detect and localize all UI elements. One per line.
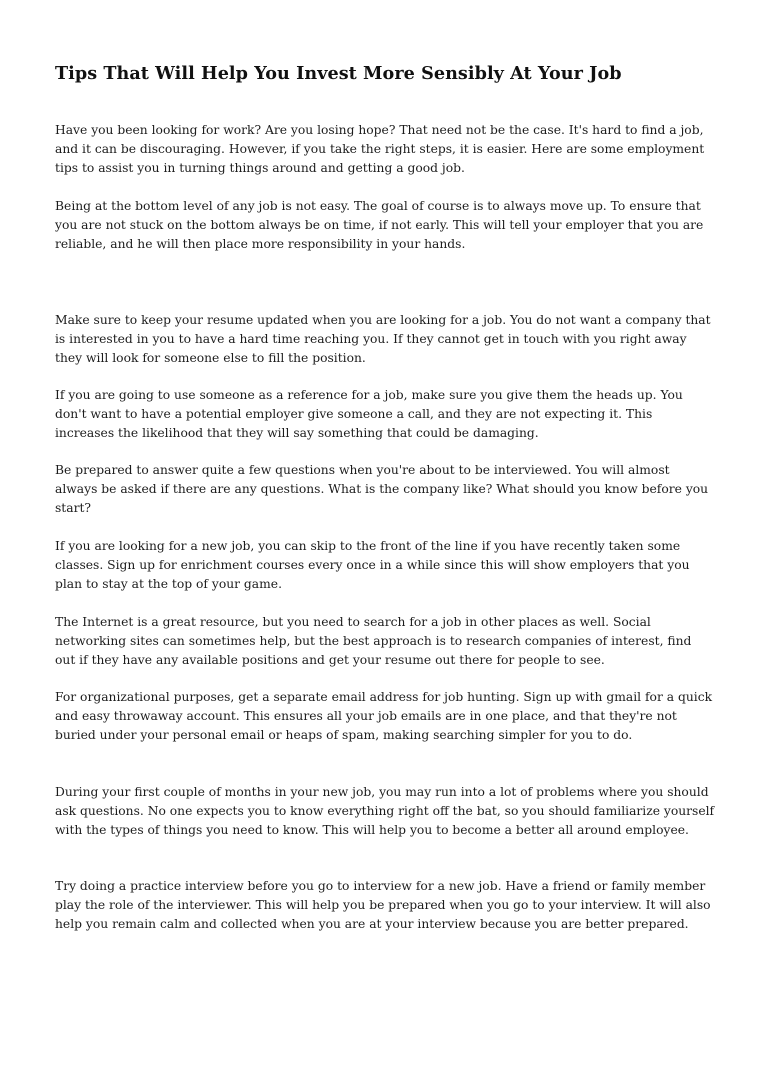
paragraph: Try doing a practice interview before you go to interview for a new job. Have a friend or family member play the role of the interviewer. This will help you be prepared when you go to your interview. It will also help you remain calm and collected when you are at your interview because you are better prepared. — [55, 879, 711, 931]
document-title: Tips That Will Help You Invest More Sensibly At Your Job — [55, 63, 622, 84]
paragraph: Have you been looking for work? Are you losing hope? That need not be the case. It's hard to find a job, and it can be discouraging. However, if you take the right steps, it is easier. Here are some employment tips to assist you in turning things around and getting a good job. — [55, 123, 705, 175]
paragraph: During your first couple of months in your new job, you may run into a lot of problems where you should ask questions. No one expects you to know everything right off the bat, so you should familiarize yourself with the types of things you need to know. This will help you to become a better all around employee. — [55, 785, 715, 837]
paragraph: Being at the bottom level of any job is not easy. The goal of course is to always move up. To ensure that you are not stuck on the bottom always be on time, if not early. This will tell your employer that you are reliable, and he will then place more responsibility in your hands. — [55, 199, 704, 251]
paragraph: If you are going to use someone as a reference for a job, make sure you give them the heads up. You don't want to have a potential employer give someone a call, and they are not expecting it. This increases the likelihood that they will say something that could be damaging. — [55, 388, 683, 440]
paragraph: The Internet is a great resource, but you need to search for a job in other places as well. Social networking sites can sometimes help, but the best approach is to research companies of interest, find out if they have any available positions and get your resume out there for people to see. — [55, 615, 692, 667]
paragraph: For organizational purposes, get a separate email address for job hunting. Sign up with gmail for a quick and easy throwaway account. This ensures all your job emails are in one place, and that they're not buried under your personal email or heaps of spam, making searching simpler for you to do. — [55, 690, 713, 742]
paragraph: Make sure to keep your resume updated when you are looking for a job. You do not want a company that is interested in you to have a hard time reaching you. If they cannot get in touch with you right away they will look for someone else to fill the position. — [55, 313, 711, 365]
paragraph: Be prepared to answer quite a few questions when you're about to be interviewed. You will almost always be asked if there are any questions. What is the company like? What should you know before you start? — [55, 463, 709, 515]
paragraph: If you are looking for a new job, you can skip to the front of the line if you have recently taken some classes. Sign up for enrichment courses every once in a while since this will show employers that you plan to stay at the top of your game. — [55, 539, 690, 591]
